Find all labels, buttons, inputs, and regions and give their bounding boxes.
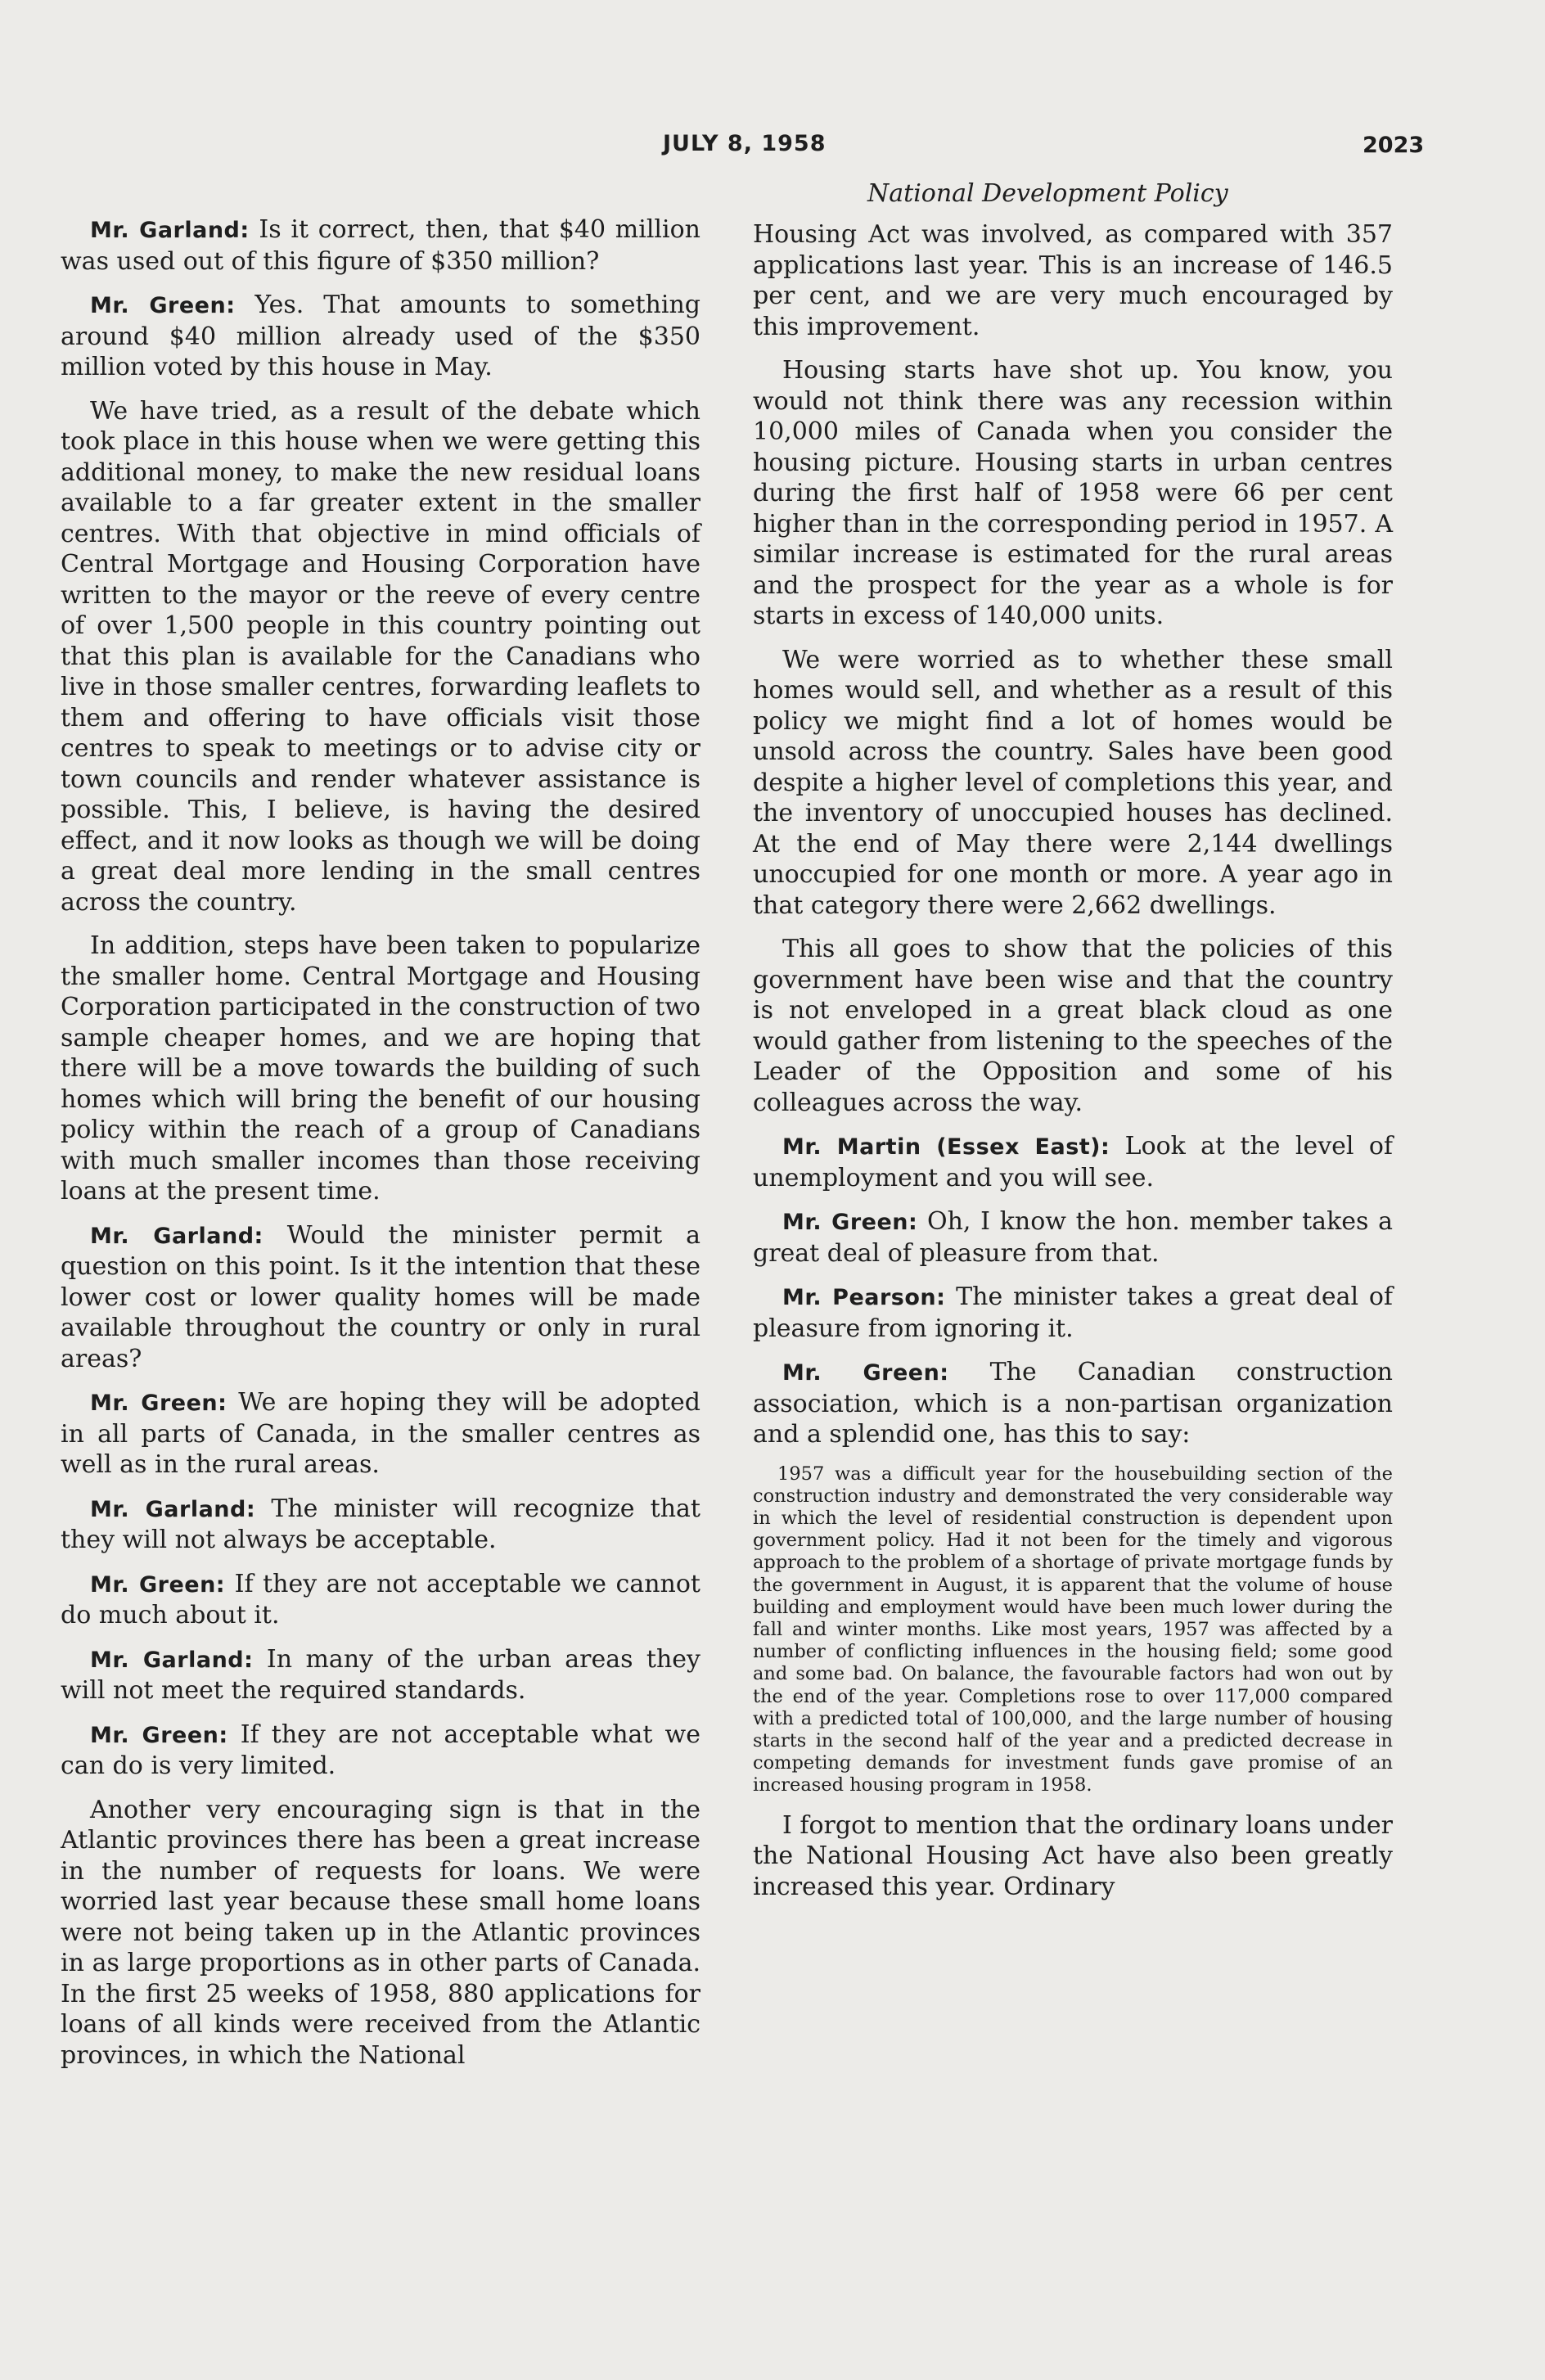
speaker-name: Mr. Garland: — [90, 1647, 254, 1673]
speaker-name: Mr. Green: — [90, 1391, 227, 1416]
right-column — [753, 219, 1393, 1915]
paragraph — [753, 1282, 1393, 1344]
paragraph-text: This all goes to show that the policies of this government have been wise and that the country is not enveloped in a great black cloud as one would gather from listening to the speeches of the Leader of the Opposition and some of his colleagues across the way. — [753, 935, 1393, 1117]
left-column — [61, 214, 700, 2084]
paragraph — [61, 1795, 700, 2071]
block-quote: 1957 was a difficult year for the housebuilding section of the construction industry and demonstrated the very considerable way in which the level of residential construction is dependent upon government policy. Had it not been for the timely and vigorous approach to the problem of a shortage of private mortgage funds by the government in August, it is apparent that the volume of house building and employment would have been much lower during the fall and winter months. Like most years, 1957 was affected by a number of conflicting influences in the housing field; some good and some bad. On balance, the favourable factors had won out by the end of the year. Completions rose to over 117,000 compared with a predicted total of 100,000, and the large number of housing starts in the second half of the year and a predicted decrease in competing demands for investment funds gave promise of an increased housing program in 1958. — [753, 1463, 1393, 1796]
page-header — [0, 131, 1545, 172]
speaker-name: Mr. Garland: — [90, 1223, 264, 1249]
speaker-name: Mr. Green: — [782, 1210, 918, 1235]
paragraph-text: Would the minister permit a question on this point. Is it the intention that these lower cost or lower quality homes will be made available throughout the country or only in rural areas? — [61, 1220, 700, 1373]
paragraph-text: Yes. That amounts to something around $40 million already used of the $350 million voted by this house in May. — [61, 291, 700, 381]
speaker-name: Mr. Green: — [90, 1722, 228, 1748]
paragraph-text: If they are not acceptable we cannot do much about it. — [61, 1569, 700, 1629]
paragraph — [61, 1494, 700, 1556]
paragraph-text: We were worried as to whether these small homes would sell, and whether as a result of this policy we might find a lot of homes would be unsold across the country. Sales have been good despite a higher level of completions this year, and the inventory of unoccupied houses has declined. At the end of May there were 2,144 dwellings unoccupied for one month or more. A year ago in that category there were 2,662 dwellings. — [753, 645, 1393, 920]
paragraph — [753, 1810, 1393, 1903]
paragraph-text: If they are not acceptable what we can do is very limited. — [61, 1720, 700, 1780]
paragraph — [61, 1720, 700, 1782]
paragraph-text: We have tried, as a result of the debate which took place in this house when we were getting this additional money, to make the new residual loans available to a far greater extent in the smaller centres. With that objective in mind officials of Central Mortgage and Housing Corporation have written to the mayor or the reeve of every centre of over 1,500 people in this country pointing out that this plan is available for the Canadians who live in those smaller centres, forwarding leaflets to them and offering to have officials visit those centres to speak to meetings or to advise city or town councils and render whatever assistance is possible. This, I believe, is having the desired effect, and it now looks as though we will be doing a great deal more lending in the small centres across the country. — [61, 396, 700, 917]
paragraph — [61, 1387, 700, 1481]
paragraph — [61, 931, 700, 1207]
paragraph — [753, 355, 1393, 632]
paragraph-text: Housing starts have shot up. You know, you would not think there was any recession within 10,000 miles of Canada when you consider the housing picture. Housing starts in urban centres during the first half of 1958 were 66 per cent higher than in the corresponding period in 1957. A similar increase is estimated for the rural areas and the prospect for the year as a whole is for starts in excess of 140,000 units. — [753, 356, 1393, 630]
paragraph — [753, 934, 1393, 1118]
paragraph-text: We are hoping they will be adopted in all parts of Canada, in the smaller centres as well as in the rural areas. — [61, 1388, 700, 1479]
page-number: 2023 — [1363, 133, 1425, 158]
speaker-name: Mr. Green: — [90, 1571, 226, 1598]
paragraph — [61, 290, 700, 383]
paragraph-text: Look at the level of unemployment and you will see. — [753, 1132, 1393, 1192]
paragraph-text: Is it correct, then, that $40 million was used out of this figure of $350 million? — [61, 215, 700, 276]
paragraph-text: In many of the urban areas they will not meet the required standards. — [61, 1644, 701, 1705]
paragraph-text: In addition, steps have been taken to popularize the smaller home. Central Mortgage and Housing Corporation participated in the construction of two sample cheaper homes, and we are hoping that there will be a move towards the building of such homes which will bring the benefit of our housing policy within the reach of a group of Canadians with much smaller incomes than those receiving loans at the present time. — [61, 931, 700, 1206]
continued-paragraph: Housing Act was involved, as compared with 357 applications last year. This is an increase of 146.5 per cent, and we are very much encouraged by this improvement. — [753, 220, 1393, 341]
paragraph-text: The minister will recognize that they will not always be acceptable. — [61, 1494, 700, 1554]
speaker-name: Mr. Garland: — [90, 1496, 256, 1522]
paragraph — [61, 396, 700, 918]
paragraph — [61, 214, 700, 277]
section-title: National Development Policy — [867, 179, 1228, 208]
paragraph — [61, 1644, 700, 1706]
speaker-name: Mr. Martin (Essex East): — [782, 1134, 1110, 1160]
paragraph — [61, 1569, 700, 1631]
paragraph — [753, 1357, 1393, 1450]
speaker-name: Mr. Pearson: — [782, 1285, 946, 1310]
speaker-name: Mr. Garland: — [90, 218, 250, 243]
paragraph-text: Another very encouraging sign is that in the Atlantic provinces there has been a great increase in the number of requests for loans. We were worried last year because these small home loans were not being taken up in the Atlantic provinces in as large proportions as in other parts of Canada. In the first 25 weeks of 1958, 880 applications for loans of all kinds were received from the Atlantic provinces, in which the National — [61, 1795, 700, 2070]
page-date: JULY 8, 1958 — [663, 131, 827, 156]
speaker-name: Mr. Green: — [782, 1360, 949, 1386]
paragraph-text: The minister takes a great deal of pleasure from ignoring it. — [753, 1282, 1393, 1343]
paragraph — [753, 1206, 1393, 1269]
paragraph-text: I forgot to mention that the ordinary loans under the National Housing Act have also been greatly increased this year. Ordinary — [753, 1810, 1393, 1901]
paragraph — [753, 1131, 1393, 1193]
speaker-name: Mr. Green: — [90, 293, 236, 318]
paragraph — [61, 1220, 700, 1375]
paragraph — [753, 645, 1393, 922]
paragraph-text: Oh, I know the hon. member takes a great deal of pleasure from that. — [753, 1207, 1393, 1268]
paragraph-text: The Canadian construction association, which is a non-partisan organization and a splendid one, has this to say: — [753, 1358, 1393, 1449]
